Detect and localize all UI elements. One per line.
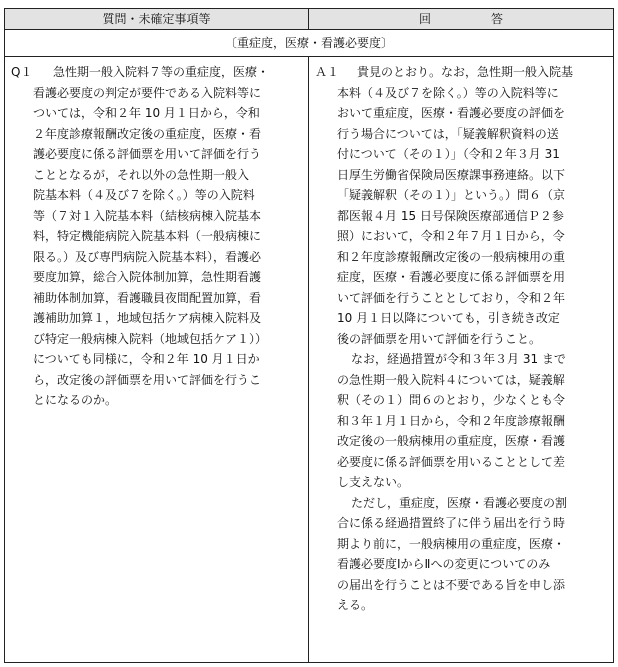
answer-line: 期より前に，一般病棟用の重症度，医療・ xyxy=(337,536,566,551)
answer-first-line: Ａ１ 貴見のとおり。なお，急性期一般入院基 xyxy=(315,62,609,83)
question-line: についても同様に，令和２年 10 月１日か xyxy=(33,352,260,366)
answer-cell xyxy=(315,62,609,616)
question-line: 限る。）及び専門病院入院基本料），看護必 xyxy=(33,249,262,264)
answer-line: える。 xyxy=(337,598,374,612)
section-title: 〔重症度，医療・看護必要度〕 xyxy=(224,36,393,50)
question-line: ２年度診療報酬改定後の重症度，医療・看 xyxy=(33,126,262,141)
answer-line: 改定後の一般病棟用の重症度，医療・看護 xyxy=(337,434,566,448)
answer-line: 日厚生労働省保険局医療課事務連絡。以下 xyxy=(337,167,566,182)
question-cell xyxy=(11,62,303,411)
question-column-header: 質問・未確定事項等 xyxy=(102,12,211,26)
question-text xyxy=(11,62,303,411)
question-line: ら，改定後の評価票を用いて評価を行うこ xyxy=(33,372,262,387)
answer-line: 症度，医療・看護必要度に係る評価票を用 xyxy=(337,270,566,284)
answer-line: 本料（４及び７を除く。）等の入院料等に xyxy=(337,85,559,100)
answer-line: し支えない。 xyxy=(337,475,410,489)
answer-line: 「疑義解釈（その１）」という。）問６（京 xyxy=(337,188,566,202)
question-line: ついては，令和２年 10 月１日から，令和 xyxy=(33,106,260,120)
answer-line: 後の評価票を用いて評価を行うこと。 xyxy=(337,331,542,346)
question-line: とになるのか。 xyxy=(33,393,118,407)
answer-line: いて評価を行うこととしており，令和２年 xyxy=(337,290,566,305)
answer-line: 和３年１月１日から，令和２年度診療報酬 xyxy=(337,413,566,428)
answer-line: 照）において，令和２年７月１日から，令 xyxy=(337,229,565,243)
answer-column-header: 回 答 xyxy=(418,12,527,26)
question-line: 料，特定機能病院入院基本料（一般病棟に xyxy=(33,229,262,243)
answer-first-label: Ａ１ xyxy=(315,65,340,79)
question-line: 護必要度に係る評価票を用いて評価を行う xyxy=(33,147,262,161)
answer-line: の急性期一般入院料４については，疑義解 xyxy=(337,372,565,387)
question-first-line: Q１ 急性期一般入院料７等の重症度，医療・ xyxy=(11,62,303,83)
column-divider xyxy=(308,57,309,662)
question-first-label: Q１ xyxy=(11,65,33,79)
question-line: 要度加算，総合入院体制加算，急性期看護 xyxy=(33,270,262,284)
table-header xyxy=(5,9,613,30)
question-line: 等（７対１入院基本料（結核病棟入院基本 xyxy=(33,208,262,223)
answer-line: ただし，重症度，医療・看護必要度の割 xyxy=(351,495,568,510)
answer-line: 都医報４月 15 日号保険医療部通信Ｐ２参 xyxy=(337,208,564,223)
answer-line: おいて重症度，医療・看護必要度の評価を xyxy=(337,106,566,120)
answer-line: 10 月１日以降についても，引き続き改定 xyxy=(337,311,560,325)
answer-text xyxy=(315,62,609,616)
answer-line: 看護必要度ⅠからⅡへの変更についてのみ xyxy=(337,557,551,571)
question-line: 補助体制加算，看護職員夜間配置加算，看 xyxy=(33,290,262,305)
section-divider xyxy=(5,56,613,57)
answer-line: 行う場合については，「疑義解釈資料の送 xyxy=(337,126,559,141)
question-line: こととなるが，それ以外の急性期一般入 xyxy=(33,167,250,182)
answer-line: 合に係る経過措置終了に伴う届出を行う時 xyxy=(337,516,566,530)
answer-line: 和２年度診療報酬改定後の一般病棟用の重 xyxy=(337,249,566,264)
header-divider xyxy=(308,9,309,30)
question-line: 護補助加算１，地域包括ケア病棟入院料及 xyxy=(33,311,262,325)
answer-line: 必要度に係る評価票を用いることとして差 xyxy=(337,454,566,469)
question-line: び特定一般病棟入院料（地域包括ケア１）） xyxy=(33,331,268,346)
answer-line: 付について（その１）」（令和２年３月 31 xyxy=(337,147,560,161)
question-line: 看護必要度の判定が要件である入院料等に xyxy=(33,85,262,100)
qa-table xyxy=(4,8,614,663)
answer-line: なお，経過措置が令和３年３月 31 まで xyxy=(351,352,566,366)
answer-line: 釈（その１）問６のとおり，少なくとも令 xyxy=(337,393,566,407)
question-line: 院基本料（４及び７を除く。）等の入院料 xyxy=(33,188,255,202)
answer-line: の届出を行うことは不要である旨を申し添 xyxy=(337,577,566,592)
